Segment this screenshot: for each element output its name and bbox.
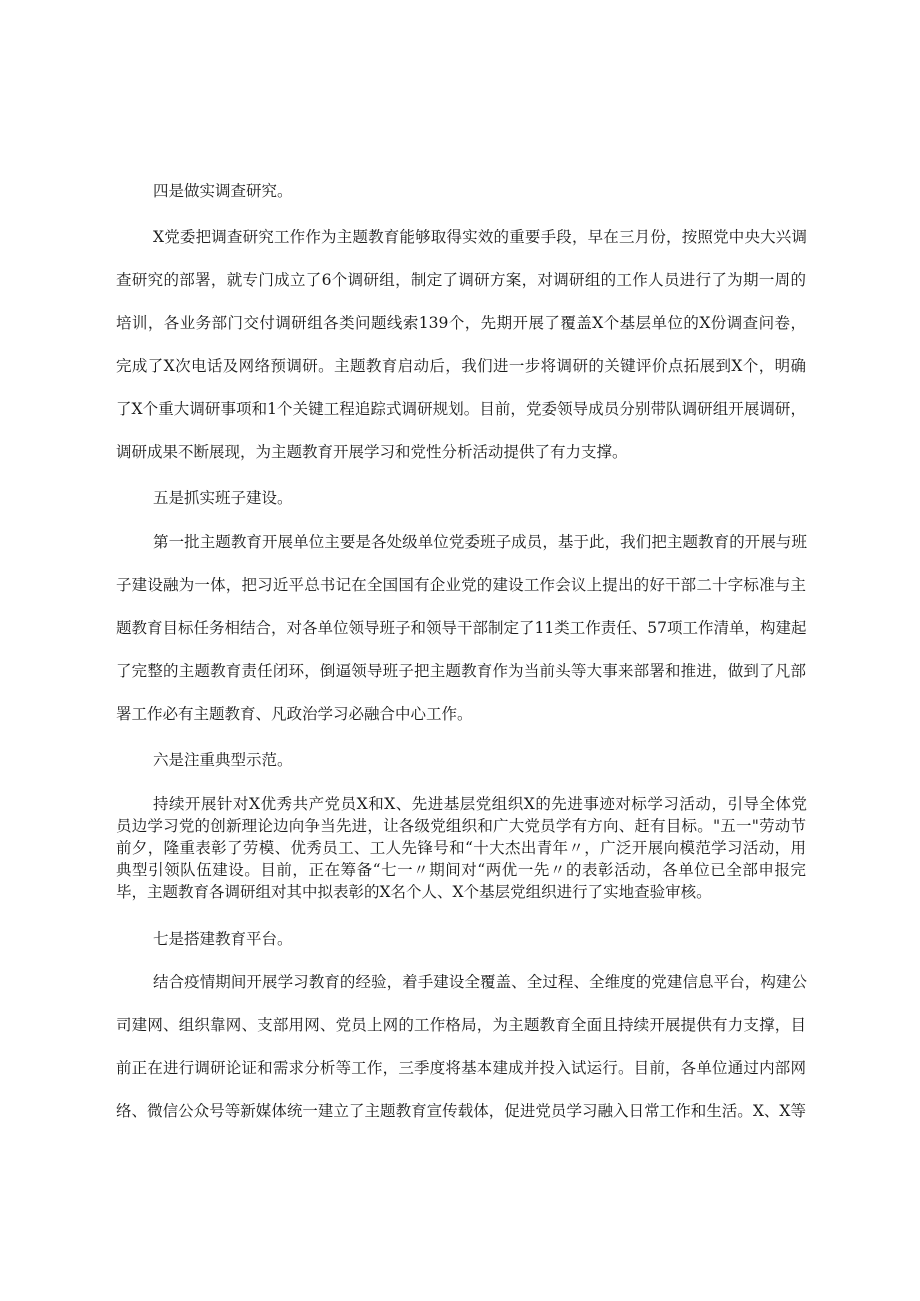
section-heading-4: 四是做实调查研究。 xyxy=(153,182,293,200)
paragraph-line: 前正在进行调研论证和需求分析等工作，三季度将基本建成并投入试运行。目前，各单位通过内部网 xyxy=(116,1059,806,1077)
paragraph-line: 培训，各业务部门交付调研组各类问题线索139个，先期开展了覆盖X个基层单位的X份调查问卷， xyxy=(116,314,806,332)
paragraph-line: 络、微信公众号等新媒体统一建立了主题教育宣传载体，促进党员学习融入日常工作和生活。X、X等 xyxy=(116,1102,806,1120)
paragraph-line: 持续开展针对X优秀共产党员X和X、先进基层党组织X的先进事迹对标学习活动，引导全体党 xyxy=(153,795,807,813)
paragraph-line: 司建网、组织靠网、支部用网、党员上网的工作格局，为主题教育全面且持续开展提供有力支撑，目 xyxy=(116,1016,806,1034)
paragraph-line: 结合疫情期间开展学习教育的经验，着手建设全覆盖、全过程、全维度的党建信息平台，构建公 xyxy=(153,973,807,991)
paragraph-line: 毕，主题教育各调研组对其中拟表彰的X名个人、X个基层党组织进行了实地查验审核。 xyxy=(116,883,712,901)
paragraph-line: 子建设融为一体，把习近平总书记在全国国有企业党的建设工作会议上提出的好干部二十字标准与主 xyxy=(116,576,806,594)
paragraph-line: 查研究的部署，就专门成立了6个调研组，制定了调研方案，对调研组的工作人员进行了为期一周的 xyxy=(116,271,806,289)
paragraph-line: 了完整的主题教育责任闭环，倒逼领导班子把主题教育作为当前头等大事来部署和推进，做到了凡部 xyxy=(116,662,806,680)
section-heading-6: 六是注重典型示范。 xyxy=(153,751,293,769)
section-heading-5: 五是抓实班子建设。 xyxy=(153,489,293,507)
paragraph-line: 前夕，隆重表彰了劳模、优秀员工、工人先锋号和“十大杰出青年〃，广泛开展向模范学习活动，用 xyxy=(116,839,806,857)
paragraph-line: 了X个重大调研事项和1个关键工程追踪式调研规划。目前，党委领导成员分别带队调研组开展调研， xyxy=(116,400,806,418)
paragraph-line: 第一批主题教育开展单位主要是各处级单位党委班子成员，基于此，我们把主题教育的开展与班 xyxy=(153,533,807,551)
paragraph-line: X党委把调查研究工作作为主题教育能够取得实效的重要手段，早在三月份，按照党中央大兴调 xyxy=(153,228,807,246)
paragraph-line: 署工作必有主题教育、凡政治学习必融合中心工作。 xyxy=(116,705,473,723)
paragraph-line: 完成了X次电话及网络预调研。主题教育启动后，我们进一步将调研的关键评价点拓展到X个，明确 xyxy=(116,357,806,375)
section-heading-7: 七是搭建教育平台。 xyxy=(153,930,293,948)
paragraph-line: 员边学习党的创新理论边向争当先进，让各级党组织和广大党员学有方向、赶有目标。"五一"劳动节 xyxy=(116,817,806,835)
paragraph-line: 题教育目标任务相结合，对各单位领导班子和领导干部制定了11类工作责任、57项工作清单，构建起 xyxy=(116,619,807,637)
paragraph-line: 典型引领队伍建设。目前，正在筹备“七一〃期间对“两优一先〃的表彰活动，各单位已全部申报完 xyxy=(116,861,806,879)
paragraph-line: 调研成果不断展现，为主题教育开展学习和党性分析活动提供了有力支撑。 xyxy=(116,443,628,461)
